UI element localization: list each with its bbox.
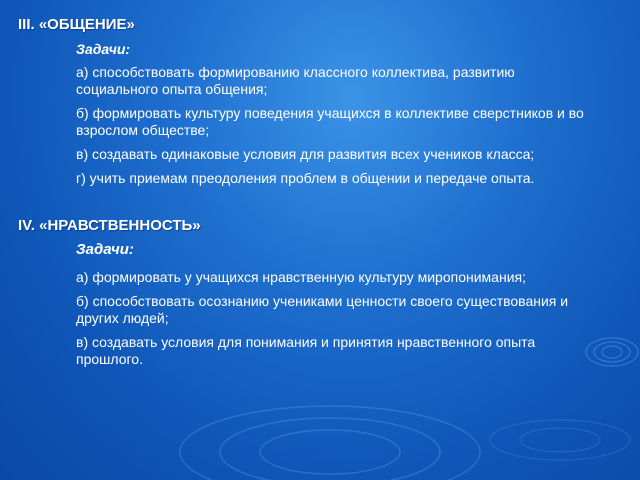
tasks-label: Задачи:	[76, 41, 131, 57]
section-communication	[18, 16, 618, 187]
task-item: в) создавать условия для понимания и принятия нравственного опыта прошлого.	[76, 334, 536, 367]
section-title: IV. «НРАВСТВЕННОСТЬ»	[18, 217, 201, 234]
tasks-block	[76, 40, 596, 187]
task-item: б) формировать культуру поведения учащихся в коллективе сверстников и во взрослом обществе;	[76, 105, 584, 138]
section-title: III. «ОБЩЕНИЕ»	[18, 16, 135, 33]
slide-content	[18, 16, 618, 375]
section-morality	[18, 217, 618, 368]
task-item: б) способствовать осознанию учениками ценности своего существования и других людей;	[76, 293, 569, 326]
task-item: а) способствовать формированию классного коллектива, развитию социального опыта общения;	[76, 64, 515, 97]
task-item: в) создавать одинаковые условия для развития всех учеников класса;	[76, 146, 535, 162]
task-item: г) учить приемам преодоления проблем в общении и передаче опыта.	[76, 170, 535, 186]
tasks-label: Задачи:	[76, 241, 134, 258]
tasks-block	[76, 241, 596, 368]
task-item: а) формировать у учащихся нравственную культуру миропонимания;	[76, 269, 526, 285]
